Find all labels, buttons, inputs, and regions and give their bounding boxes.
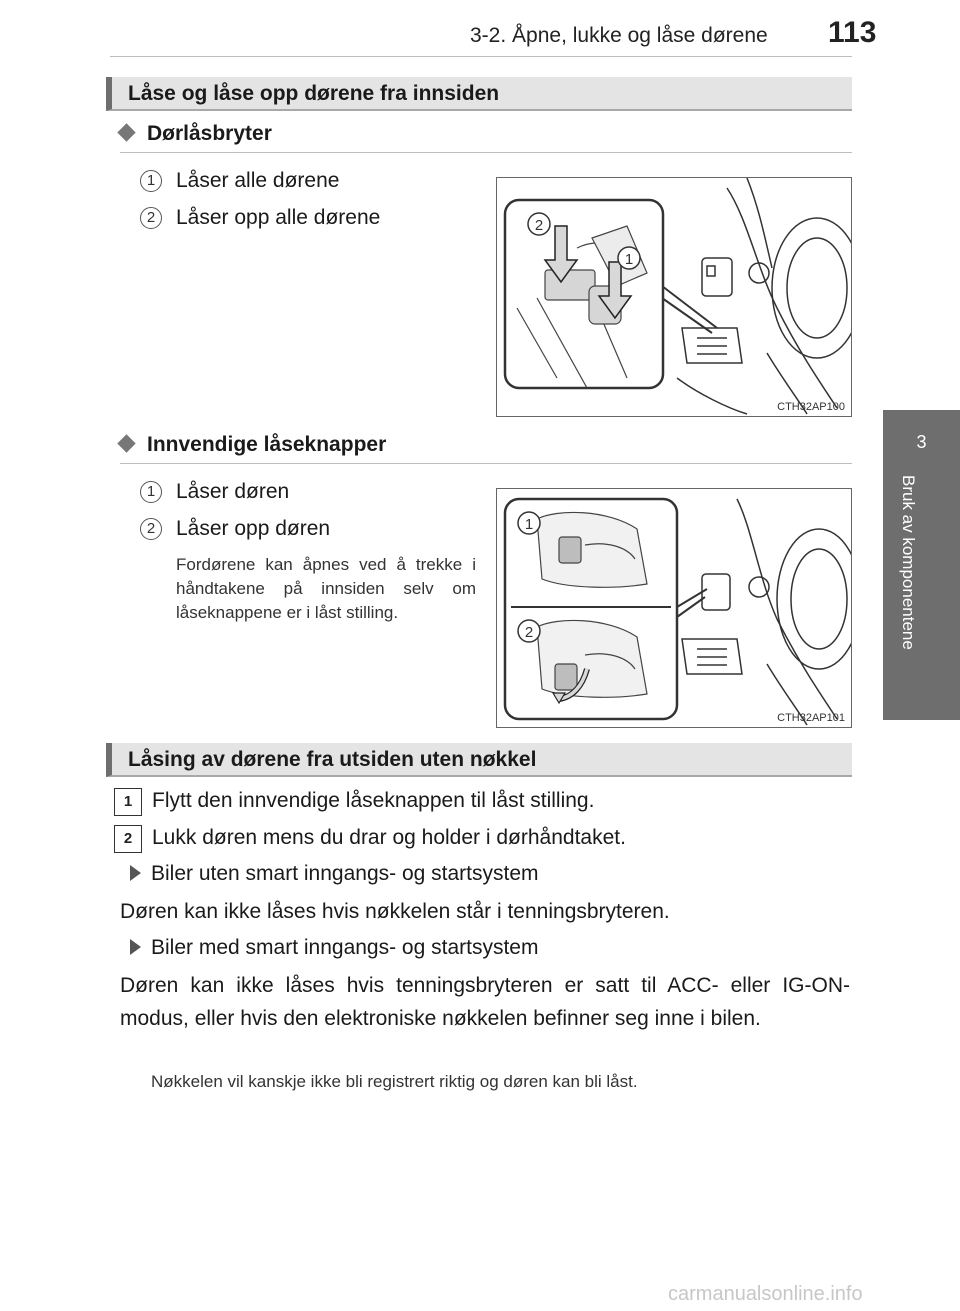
side-tab-label: Bruk av komponentene bbox=[899, 475, 918, 650]
figure-callout: 1 bbox=[624, 251, 634, 268]
step-text: Flytt den innvendige låseknappen til låst stilling. bbox=[152, 789, 595, 812]
item-number-circle: 1 bbox=[140, 481, 162, 503]
subheading-inside-lock-buttons: Innvendige låseknapper bbox=[120, 433, 386, 457]
item-number-circle: 2 bbox=[140, 518, 162, 540]
figure-callout: 1 bbox=[524, 516, 534, 533]
watermark: carmanualsonline.info bbox=[668, 1283, 863, 1305]
item-text: Låser døren bbox=[176, 480, 290, 503]
subheading-divider bbox=[120, 463, 852, 464]
case-text-without-smart: Døren kan ikke låses hvis nøkkelen står i tenningsbryteren. bbox=[120, 900, 670, 923]
item-text: Låser alle dørene bbox=[176, 169, 340, 192]
step-number-box: 2 bbox=[114, 825, 142, 853]
side-tab-number: 3 bbox=[916, 432, 927, 452]
inside-lock-button-illustration bbox=[497, 489, 851, 727]
case-heading-without-smart: Biler uten smart inngangs- og startsystem bbox=[130, 857, 539, 891]
case-heading-with-smart: Biler med smart inngangs- og startsystem bbox=[130, 931, 538, 965]
header-divider bbox=[110, 56, 852, 57]
note-text: Fordørene kan åpnes ved å trekke i håndtakene på innsiden selv om låseknappene er i låst stilling. bbox=[176, 555, 476, 622]
item-text: Låser opp alle dørene bbox=[176, 206, 381, 229]
diamond-bullet-icon bbox=[117, 123, 135, 141]
item-text: Låser opp døren bbox=[176, 517, 331, 540]
chapter-side-tab bbox=[883, 410, 960, 720]
figure-code: CTH32AP101 bbox=[777, 712, 845, 724]
figure-code: CTH32AP100 bbox=[777, 401, 845, 413]
diamond-bullet-icon bbox=[117, 434, 135, 452]
section-heading-text: Låse og låse opp dørene fra innsiden bbox=[128, 82, 500, 105]
figure-callout: 2 bbox=[524, 624, 534, 641]
step-text: Lukk døren mens du drar og holder i dørhåndtaket. bbox=[152, 826, 626, 849]
page-number: 113 bbox=[828, 16, 877, 49]
section-heading-inside-locking bbox=[106, 77, 852, 111]
section-heading-text: Låsing av dørene fra utsiden uten nøkkel bbox=[128, 748, 537, 771]
section-heading-outside-locking bbox=[106, 743, 852, 777]
figure-inside-lock-buttons bbox=[496, 488, 852, 728]
item-number-circle: 1 bbox=[140, 170, 162, 192]
triangle-bullet-icon bbox=[130, 865, 141, 881]
figure-door-lock-switch bbox=[496, 177, 852, 417]
subheading-divider bbox=[120, 152, 852, 153]
subheading-door-lock-switch: Dørlåsbryter bbox=[120, 122, 272, 146]
figure-callout: 2 bbox=[534, 217, 544, 234]
chapter-title: 3-2. Åpne, lukke og låse dørene bbox=[470, 24, 768, 47]
case-text-with-smart: Døren kan ikke låses hvis tenningsbryteren er satt til ACC- eller IG-ON-modus, eller hvis den elektroniske nøkkelen befinner seg inne i bilen. bbox=[120, 974, 850, 1030]
triangle-bullet-icon bbox=[130, 939, 141, 955]
step-number-box: 1 bbox=[114, 788, 142, 816]
item-number-circle: 2 bbox=[140, 207, 162, 229]
door-lock-switch-illustration bbox=[497, 178, 851, 416]
note-text: Nøkkelen vil kanskje ikke bli registrert riktig og døren kan bli låst. bbox=[151, 1072, 638, 1091]
